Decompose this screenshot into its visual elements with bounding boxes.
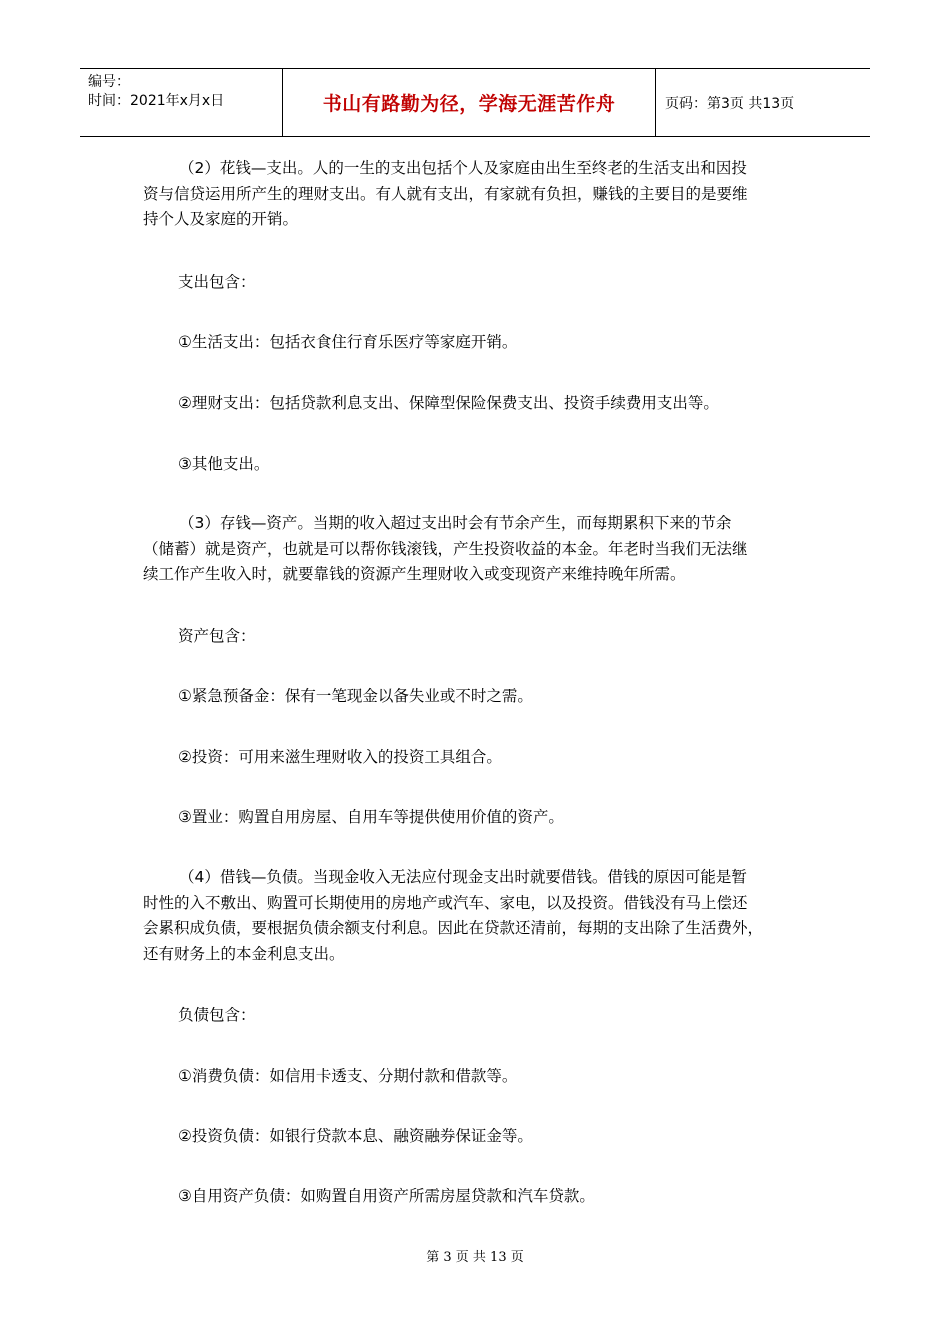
- expense-item-living: ①生活支出：包括衣食住行育乐医疗等家庭开销。: [178, 333, 518, 351]
- debt-heading: 负债包含：: [178, 1006, 256, 1024]
- expense-heading: 支出包含：: [178, 273, 256, 291]
- expense-item-finance: ②理财支出：包括贷款利息支出、保障型保险保费支出、投资手续费用支出等。: [178, 394, 719, 412]
- paragraph-line: （2）花钱—支出。人的一生的支出包括个人及家庭由出生至终老的生活支出和因投: [179, 159, 747, 177]
- debt-item-own-assets: ③自用资产负债：如购置自用资产所需房屋贷款和汽车贷款。: [178, 1187, 595, 1205]
- paragraph-line: 会累积成负债，要根据负债余额支付利息。因此在贷款还清前，每期的支出除了生活费外，: [143, 919, 764, 937]
- debt-item-investment: ②投资负债：如银行贷款本息、融资融券保证金等。: [178, 1127, 533, 1145]
- paragraph-line: （储蓄）就是资产，也就是可以帮你钱滚钱，产生投资收益的本金。年老时当我们无法继: [143, 539, 748, 558]
- expense-item-other: ③其他支出。: [178, 455, 270, 473]
- header-page-number: 页码：第3页 共13页: [665, 95, 795, 112]
- header-page-cell: [655, 69, 870, 136]
- asset-item-emergency: ①紧急预备金：保有一笔现金以备失业或不时之需。: [178, 687, 533, 705]
- paragraph-line: （3）存钱—资产。当期的收入超过支出时会有节余产生，而每期累积下来的节余: [179, 514, 732, 532]
- header-motto-cell: [282, 69, 656, 136]
- page-header: [80, 68, 870, 137]
- document-number-label: 编号：: [88, 74, 130, 90]
- document-date: 时间：2021年x月x日: [88, 93, 225, 109]
- asset-heading: 资产包含：: [178, 627, 256, 645]
- asset-item-investment: ②投资：可用来滋生理财收入的投资工具组合。: [178, 748, 502, 766]
- header-meta: [80, 69, 282, 136]
- paragraph-line: 还有财务上的本金利息支出。: [143, 944, 345, 963]
- asset-item-property: ③置业：购置自用房屋、自用车等提供使用价值的资产。: [178, 808, 564, 826]
- page-footer: 第 3 页 共 13 页: [426, 1250, 524, 1265]
- paragraph-borrowing: [143, 865, 813, 967]
- header-motto: 书山有路勤为径，学海无涯苦作舟: [322, 93, 616, 115]
- paragraph-line: （4）借钱—负债。当现金收入无法应付现金支出时就要借钱。借钱的原因可能是暂: [179, 868, 747, 886]
- paragraph-spending: [143, 156, 813, 233]
- paragraph-line: 资与信贷运用所产生的理财支出。有人就有支出，有家就有负担，赚钱的主要目的是要维: [143, 184, 748, 203]
- paragraph-line: 时性的入不敷出、购置可长期使用的房地产或汽车、家电，以及投资。借钱没有马上偿还: [143, 893, 748, 912]
- debt-item-consumer: ①消费负债：如信用卡透支、分期付款和借款等。: [178, 1067, 518, 1085]
- paragraph-saving: [143, 511, 813, 588]
- paragraph-line: 续工作产生收入时，就要靠钱的资源产生理财收入或变现资产来维持晚年所需。: [143, 565, 686, 583]
- paragraph-line: 持个人及家庭的开销。: [143, 210, 299, 228]
